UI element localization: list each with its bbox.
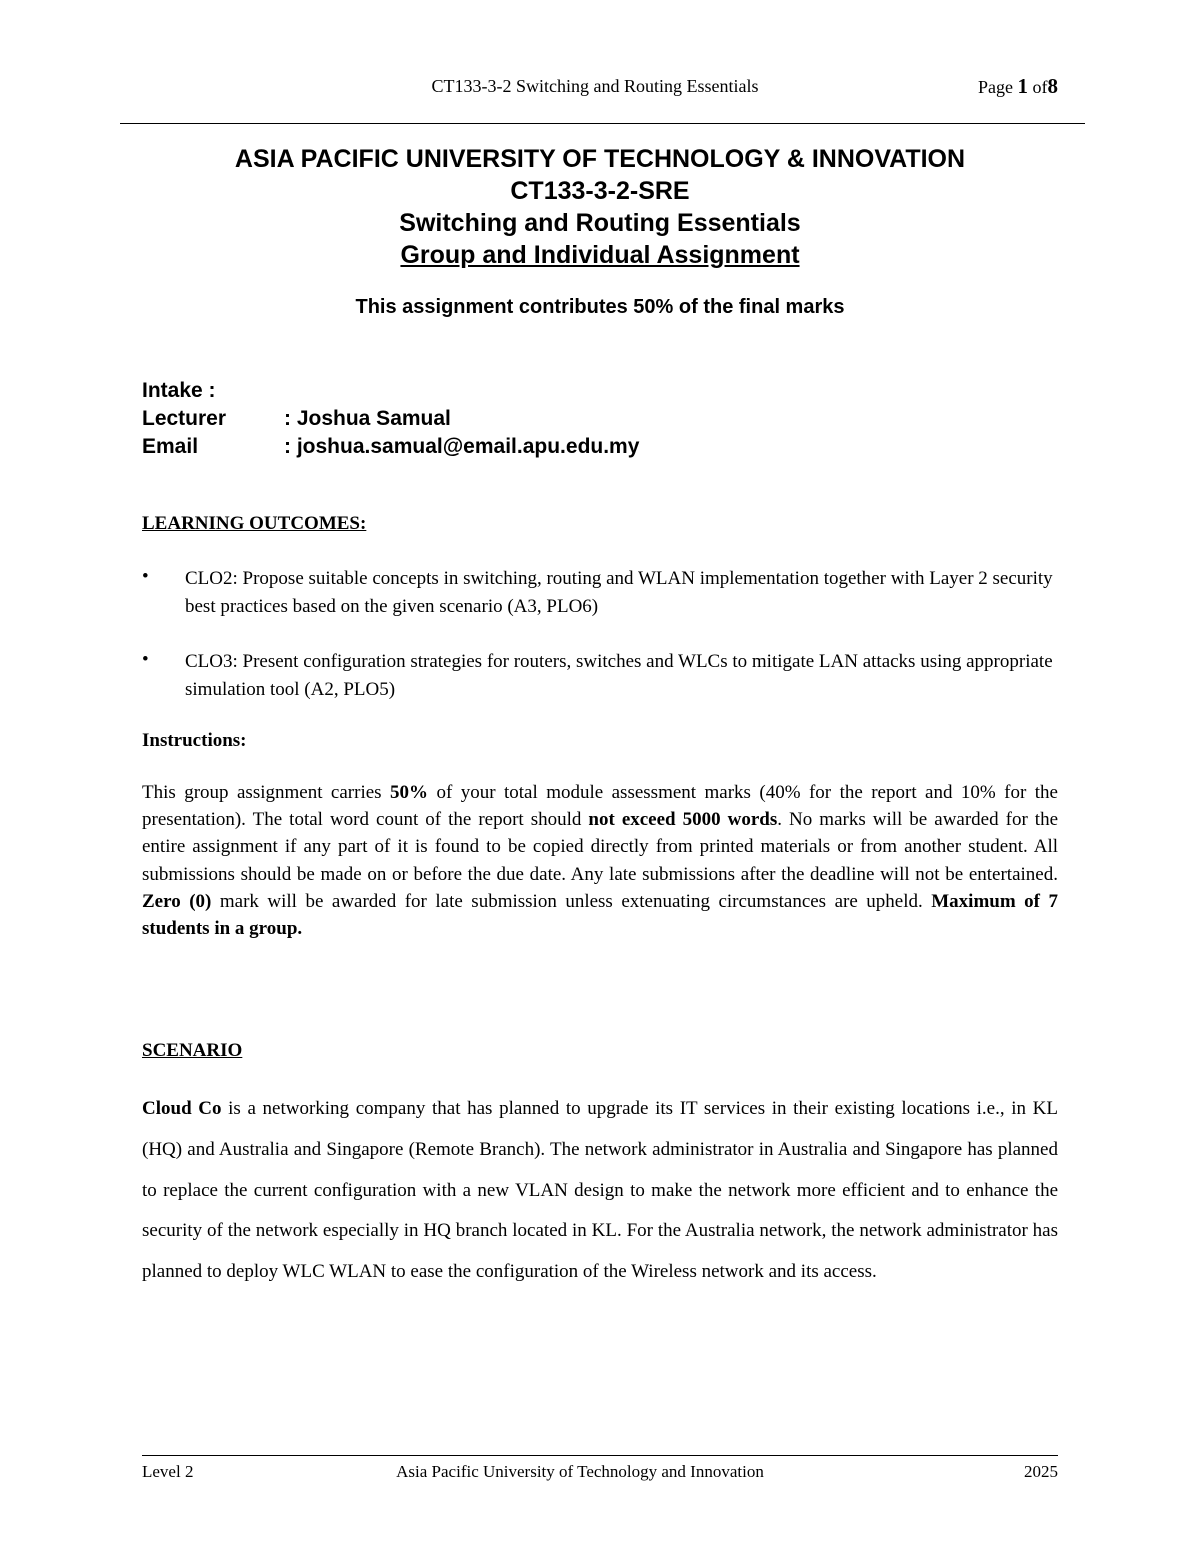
page-total: 8	[1047, 74, 1058, 98]
assignment-type: Group and Individual Assignment	[400, 241, 800, 269]
instructions-text: mark will be awarded for late submission unless extenuating circumstances are upheld.	[211, 890, 932, 912]
learning-outcomes-heading: LEARNING OUTCOMES:	[142, 513, 367, 534]
instructions-heading: Instructions:	[142, 730, 247, 751]
company-name: Cloud Co	[142, 1098, 222, 1119]
instructions-paragraph	[142, 779, 1058, 942]
instructions-text: . No marks will be awarded for the entire assignment if any part of it is found to be copied directly from printed materials or from another student. All submissions should be made on or before the due date. Any late submissions after the deadline will not be entertained.	[142, 809, 1059, 885]
instructions-emphasis: Zero (0)	[142, 890, 212, 912]
bullet-icon: •	[142, 566, 149, 587]
page-of: of	[1032, 77, 1048, 97]
page-number	[930, 74, 1058, 99]
bullet-icon: •	[142, 649, 149, 670]
instructions-emphasis: 50%	[390, 782, 428, 803]
footer-institution: Asia Pacific University of Technology and Innovation	[396, 1462, 764, 1481]
module-name: Switching and Routing Essentials	[399, 209, 801, 237]
intake-row	[142, 377, 216, 405]
scenario-paragraph	[142, 1089, 1058, 1293]
module-code: CT133-3-2-SRE	[510, 177, 690, 205]
email-row	[142, 433, 639, 461]
page-current: 1	[1017, 74, 1028, 98]
instructions-text: of your total module assessment marks (40% for the report and 10% for the presentation). The total word count of the report should	[142, 782, 1058, 831]
footer-level: Level 2	[142, 1462, 194, 1481]
header-divider	[120, 123, 1085, 124]
intake-label: Intake :	[142, 379, 216, 402]
scenario-text: is a networking company that has planned to upgrade its IT services in their existing locations i.e., in KL (HQ) and Australia and Singapore (Remote Branch). The network administrator in Australia and Singapore has planned to replace the current configuration with a new VLAN design to make the network more efficient and to enhance the security of the network especially in HQ branch located in KL. For the Australia network, the network administrator has planned to deploy WLC WLAN to ease the configuration of the Wireless network and its access.	[142, 1098, 1058, 1283]
lecturer-label: Lecturer	[142, 407, 227, 430]
university-name: ASIA PACIFIC UNIVERSITY OF TECHNOLOGY & INNOVATION	[234, 145, 966, 173]
lecturer-value: : Joshua Samual	[284, 407, 451, 430]
footer-divider	[142, 1455, 1058, 1456]
instructions-text: This group assignment carries	[142, 782, 390, 803]
learning-outcome-item: CLO2: Propose suitable concepts in switching, routing and WLAN implementation together with Layer 2 security best practices based on the given scenario (A3, PLO6)	[185, 568, 1053, 617]
instructions-emphasis: Maximum of 7 students in a group.	[142, 890, 1058, 940]
contribution-note: This assignment contributes 50% of the final marks	[355, 296, 845, 318]
lecturer-row	[142, 405, 451, 433]
page-word: Page	[978, 77, 1013, 97]
header-course-title: CT133-3-2 Switching and Routing Essentials	[431, 76, 759, 96]
email-label: Email	[142, 435, 199, 458]
scenario-heading: SCENARIO	[142, 1040, 243, 1061]
email-value: : joshua.samual@email.apu.edu.my	[284, 435, 640, 458]
instructions-emphasis: not exceed 5000 words	[588, 809, 778, 831]
footer-year: 2025	[1024, 1462, 1058, 1481]
learning-outcome-item: CLO3: Present configuration strategies for routers, switches and WLCs to mitigate LAN attacks using appropriate simulation tool (A2, PLO5)	[185, 651, 1053, 700]
